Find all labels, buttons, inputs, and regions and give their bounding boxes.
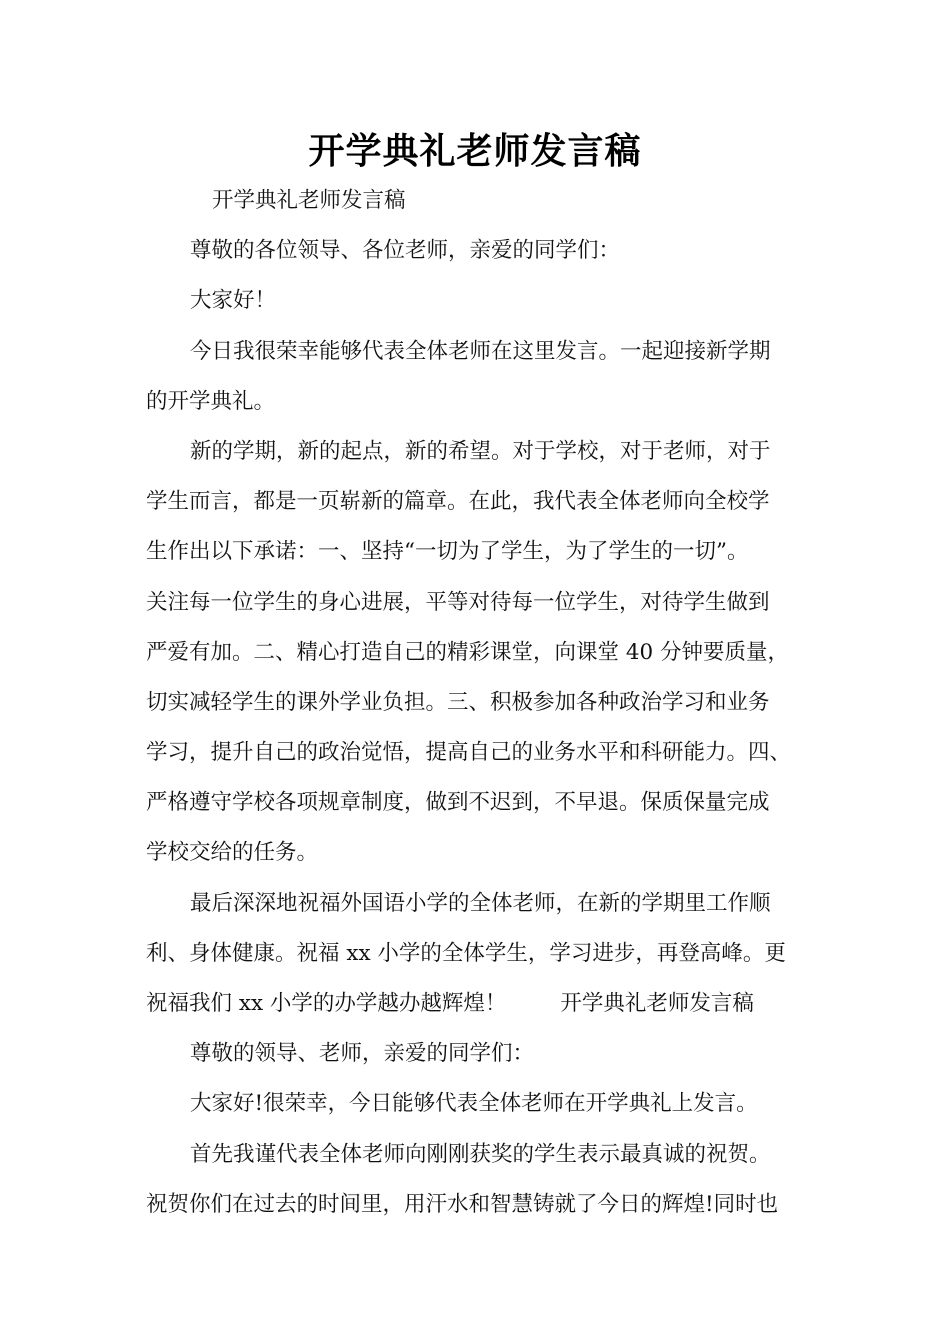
- document-title: 开学典礼老师发言稿: [308, 131, 642, 172]
- paragraph-line-with-heading: [146, 979, 836, 1029]
- paragraph-line: 生作出以下承诺：一、坚持“一切为了学生，为了学生的一切”。: [146, 539, 749, 565]
- paragraph-line: 祝贺你们在过去的时间里，用汗水和智慧铸就了今日的辉煌!同时也: [146, 1191, 779, 1217]
- second-speech-heading: 开学典礼老师发言稿: [560, 991, 754, 1016]
- salutation-line: 尊敬的领导、老师，亲爱的同学们：: [190, 1041, 535, 1067]
- paragraph-line: 学生而言，都是一页崭新的篇章。在此，我代表全体老师向全校学: [146, 489, 770, 515]
- paragraph-line: 严爱有加。二、精心打造自己的精彩课堂，向课堂 40 分钟要质量，: [146, 639, 790, 665]
- paragraph-line: 学校交给的任务。: [146, 840, 319, 866]
- paragraph-line: 关注每一位学生的身心进展，平等对待每一位学生，对待学生做到: [146, 589, 770, 615]
- paragraph-line: 最后深深地祝福外国语小学的全体老师，在新的学期里工作顺: [190, 890, 771, 916]
- paragraph-line: 首先我谨代表全体老师向刚刚获奖的学生表示最真诚的祝贺。: [190, 1141, 771, 1167]
- document-body: [146, 176, 836, 1230]
- paragraph-line: 的开学典礼。: [146, 388, 276, 414]
- subtitle-line: 开学典礼老师发言稿: [212, 188, 406, 213]
- paragraph-line: 学习，提升自己的政治觉悟，提高自己的业务水平和科研能力。四、: [146, 740, 792, 766]
- paragraph-text: 祝福我们 xx 小学的办学越办越辉煌！: [146, 991, 507, 1016]
- paragraph-line: 切实减轻学生的课外学业负担。三、积极参加各种政治学习和业务: [146, 689, 770, 715]
- salutation-line: 尊敬的各位领导、各位老师，亲爱的同学们：: [190, 238, 621, 264]
- paragraph-line: 新的学期，新的起点，新的希望。对于学校，对于老师，对于: [190, 438, 771, 464]
- paragraph-line: 今日我很荣幸能够代表全体老师在这里发言。一起迎接新学期: [190, 338, 771, 364]
- paragraph-line: 严格遵守学校各项规章制度，做到不迟到，不早退。保质保量完成: [146, 790, 770, 816]
- paragraph-line: 利、身体健康。祝福 xx 小学的全体学生，学习进步，再登高峰。更: [146, 940, 786, 966]
- greeting-line: 大家好！: [190, 288, 277, 314]
- paragraph-line: 大家好!很荣幸，今日能够代表全体老师在开学典礼上发言。: [190, 1091, 758, 1117]
